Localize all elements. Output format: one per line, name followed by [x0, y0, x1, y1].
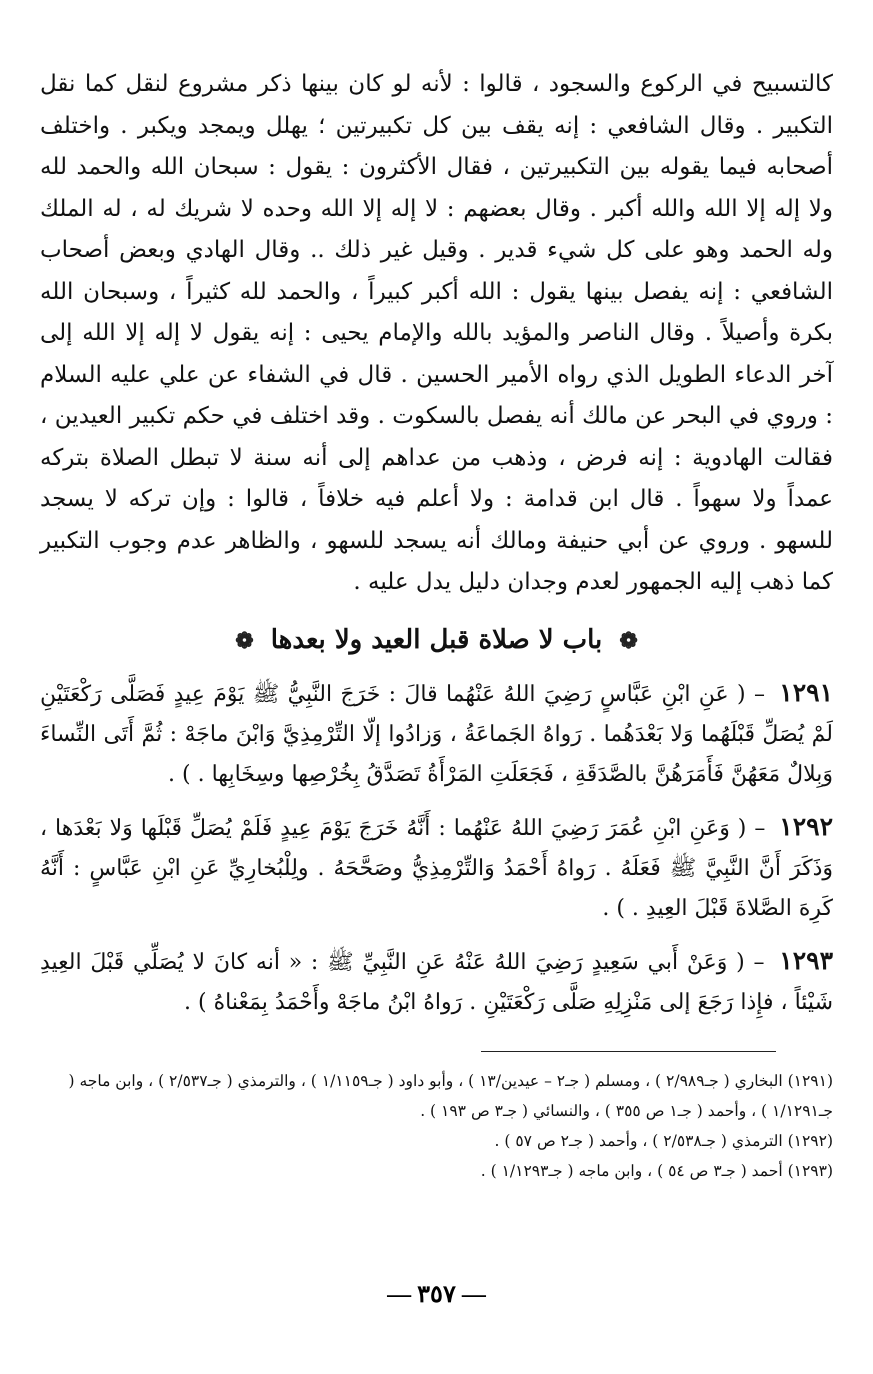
- flower-ornament-icon: ❁: [235, 627, 254, 654]
- hadith-number: ١٢٩٣: [779, 945, 833, 975]
- hadith-text: – ( عَنِ ابْنِ عَبَّاسٍ رَضِيَ اللهُ عَنْهُما قالَ : خَرَجَ النَّبِيُّ ﷺ يَوْمَ عِيدٍ فَصَلَّى رَكْعَتَيْنِ لَمْ يُصَلِّ قَبْلَهُما وَلا بَعْدَهُما . رَواهُ الجَماعَةُ ، وَزادُوا إلّا التِّرْمِذِيَّ وَابْنَ ماجَهْ : ثُمَّ أَتَى النِّساءَ وَبِلالٌ مَعَهُنَّ فَأَمَرَهُنَّ بالصَّدَقَةِ ، فَجَعَلَتِ المَرْأَةُ تَصَدَّقُ بِخُرْصِها وسِخَابِها . ) .: [40, 681, 833, 787]
- footnote-divider: [481, 1051, 776, 1052]
- hadith-1291: [40, 673, 833, 795]
- footnote: (١٢٩١) البخاري ( جـ٢/٩٨٩ ) ، ومسلم ( جـ٢ – عيدين/١٣ ) ، وأبو داود ( جـ١/١١٥٩ ) ، والترمذي ( جـ٢/٥٣٧ ) ، وابن ماجه ( جـ١/١٢٩١ ) ، وأحمد ( جـ١ ص ٣٥٥ ) ، والنسائي ( جـ٣ ص ١٩٣ ) .: [68, 1071, 833, 1120]
- page-number: — ٣٥٧ —: [387, 1282, 486, 1308]
- footnotes-section: [40, 1066, 833, 1186]
- flower-ornament-icon: ❁: [619, 627, 638, 654]
- hadith-1293: [40, 941, 833, 1023]
- footnote: (١٢٩٢) الترمذي ( جـ٢/٥٣٨ ) ، وأحمد ( جـ٢ ص ٥٧ ) .: [494, 1131, 833, 1150]
- footnote: (١٢٩٣) أحمد ( جـ٣ ص ٥٤ ) ، وابن ماجه ( جـ١/١٢٩٣ ) .: [480, 1161, 833, 1180]
- chapter-title: باب لا صلاة قبل العيد ولا بعدها: [270, 624, 603, 655]
- hadith-1292: [40, 807, 833, 929]
- hadith-number: ١٢٩١: [779, 677, 834, 707]
- chapter-heading: [40, 620, 833, 661]
- hadith-number: ١٢٩٢: [779, 811, 833, 841]
- hadith-text: – ( وَعَنْ أَبي سَعِيدٍ رَضِيَ اللهُ عَنْهُ عَنِ النَّبِيِّ ﷺ : « أنه كانَ لا يُصَلِّي قَبْلَ العِيدِ شَيْئاً ، فإِذا رَجَعَ إلى مَنْزِلِهِ صَلَّى رَكْعَتَيْنِ . رَواهُ ابْنُ ماجَهْ وأَحْمَدُ بِمَعْناهُ ) .: [40, 949, 833, 1015]
- intro-section: [40, 64, 833, 604]
- hadith-text: – ( وَعَنِ ابْنِ عُمَرَ رَضِيَ اللهُ عَنْهُما : أَنَّهُ خَرَجَ يَوْمَ عِيدٍ فَلَمْ يُصَلِّ قَبْلَها وَلا بَعْدَها ، وَذَكَرَ أَنَّ النَّبِيَّ ﷺ فَعَلَهُ . رَواهُ أَحْمَدُ وَالتِّرْمِذِيُّ وصَحَّحَهُ . ولِلْبُخارِيِّ عَنِ ابْنِ عَبَّاسٍ : أَنَّهُ كَرِهَ الصَّلاةَ قَبْلَ العِيدِ . ) .: [40, 815, 833, 921]
- intro-paragraph: كالتسبيح في الركوع والسجود ، قالوا : لأنه لو كان بينها ذكر مشروع لنقل كما نقل التكبير . وقال الشافعي : إنه يقف بين كل تكبيرتين ؛ يهلل ويمجد ويكبر . واختلف أصحابه فيما يقوله بين التكبيرتين ، فقال الأكثرون : يقول : سبحان الله والحمد لله ولا إله إلا الله والله أكبر . وقال بعضهم : لا إله إلا الله وحده لا شريك له ، له الملك وله الحمد وهو على كل شيء قدير . وقيل غير ذلك .. وقال الهادي وبعض أصحاب الشافعي : إنه يفصل بينها يقول : الله أكبر كبيراً ، والحمد لله كثيراً ، وسبحان الله بكرة وأصيلاً . وقال الناصر والمؤيد بالله والإمام يحيى : إنه يقول لا إله إلا الله إلى آخر الدعاء الطويل الذي رواه الأمير الحسين . قال في الشفاء عن علي عليه السلام : وروي في البحر عن مالك أنه يفصل بالسكوت . وقد اختلف في حكم تكبير العيدين ، فقالت الهادوية : إنه فرض ، وذهب من عداهم إلى أنه سنة لا تبطل الصلاة بتركه عمداً ولا سهواً . قال ابن قدامة : ولا أعلم فيه خلافاً ، قالوا : وإن تركه لا يسجد للسهو . وروي عن أبي حنيفة ومالك أنه يسجد للسهو ، والظاهر عدم وجوب التكبير كما ذهب إليه الجمهور لعدم وجدان دليل يدل عليه .: [40, 71, 833, 595]
